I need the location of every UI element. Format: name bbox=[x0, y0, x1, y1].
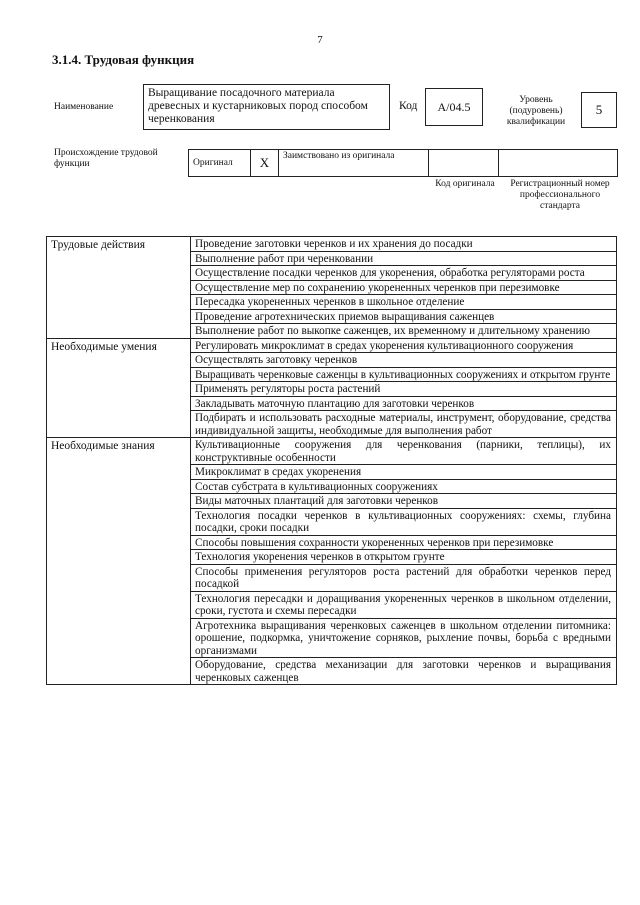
borrowed-label: Заимствовано из оригинала bbox=[279, 150, 429, 176]
table-item: Осуществление посадки черенков для укоренения, обработка регуляторами роста bbox=[191, 266, 616, 281]
original-label: Оригинал bbox=[189, 150, 251, 176]
table-item: Оборудование, средства механизации для заготовки черенков и выращивания черенковых саженцев bbox=[195, 659, 611, 684]
table-item: Проведение агротехнических приемов выращивания саженцев bbox=[191, 310, 616, 325]
group-items bbox=[191, 339, 616, 438]
table-item: Агротехника выращивания черенковых саженцев в школьном отделении питомника: орошение, подкормка, уничтожение сорняков, рыхление почвы, борьба с вредными организмами bbox=[191, 619, 616, 659]
table-item: Применять регуляторы роста растений bbox=[191, 382, 616, 397]
original-mark: X bbox=[251, 150, 279, 176]
table-item: Технология пересадки и доращивания укорененных черенков в школьном отделении, сроки, густота и схемы пересадки bbox=[191, 592, 616, 619]
code-original-caption: Код оригинала bbox=[435, 179, 495, 189]
table-item: Выполнение работ при черенковании bbox=[191, 252, 616, 267]
code-original-cell bbox=[429, 150, 499, 176]
table-item: Технология посадки черенков в культивационных сооружениях: схемы, глубина посадки, сроки посадки bbox=[191, 509, 616, 536]
function-name-box: Выращивание посадочного материала древесных и кустарниковых пород способом черенкования bbox=[143, 84, 390, 130]
group-label: Необходимые умения bbox=[47, 339, 191, 438]
code-value-box: А/04.5 bbox=[425, 88, 483, 126]
table-item: Закладывать маточную плантацию для заготовки черенков bbox=[191, 397, 616, 412]
group-items bbox=[191, 237, 616, 338]
function-table bbox=[46, 236, 617, 685]
table-item: Осуществлять заготовку черенков bbox=[191, 353, 616, 368]
section-title: 3.1.4. Трудовая функция bbox=[52, 52, 195, 67]
table-item: Пересадка укорененных черенков в школьное отделение bbox=[191, 295, 616, 310]
table-item: Выполнение работ по выкопке саженцев, их временному и длительному хранению bbox=[195, 325, 590, 337]
table-item: Осуществление мер по сохранению укорененных черенков при перезимовке bbox=[191, 281, 616, 296]
name-label: Наименование bbox=[54, 102, 114, 112]
group-label: Трудовые действия bbox=[47, 237, 191, 338]
table-group bbox=[47, 237, 616, 339]
table-item: Микроклимат в средах укоренения bbox=[191, 465, 616, 480]
origin-label: Происхождение трудовой функции bbox=[54, 148, 158, 169]
page-number: 7 bbox=[317, 34, 323, 46]
reg-number-caption: Регистрационный номер профессионального стандарта bbox=[510, 179, 610, 211]
table-group bbox=[47, 438, 616, 684]
table-item: Проведение заготовки черенков и их хранения до посадки bbox=[191, 237, 616, 252]
group-label: Необходимые знания bbox=[47, 438, 191, 684]
table-item: Культивационные сооружения для черенкования (парники, теплицы), их конструктивные особенности bbox=[191, 438, 616, 465]
table-item: Выращивать черенковые саженцы в культивационных сооружениях и открытом грунте bbox=[191, 368, 616, 383]
group-items bbox=[191, 438, 616, 684]
code-label: Код bbox=[399, 100, 418, 112]
table-item: Регулировать микроклимат в средах укоренения культивационного сооружения bbox=[191, 339, 616, 354]
table-item: Способы повышения сохранности укорененных черенков при перезимовке bbox=[191, 536, 616, 551]
table-item: Состав субстрата в культивационных сооружениях bbox=[191, 480, 616, 495]
origin-row bbox=[188, 149, 618, 177]
table-item: Виды маточных плантаций для заготовки черенков bbox=[191, 494, 616, 509]
reg-number-cell bbox=[499, 150, 617, 176]
level-value-box: 5 bbox=[581, 92, 617, 128]
level-label: Уровень (подуровень) квалификации bbox=[506, 95, 566, 127]
table-item: Подбирать и использовать расходные материалы, инструмент, оборудование, средства индивидуальной защиты, необходимые для выполнения работ bbox=[195, 412, 611, 437]
table-item: Технология укоренения черенков в открытом грунте bbox=[191, 550, 616, 565]
table-item: Способы применения регуляторов роста растений для обработки черенков перед посадкой bbox=[191, 565, 616, 592]
table-group bbox=[47, 339, 616, 439]
